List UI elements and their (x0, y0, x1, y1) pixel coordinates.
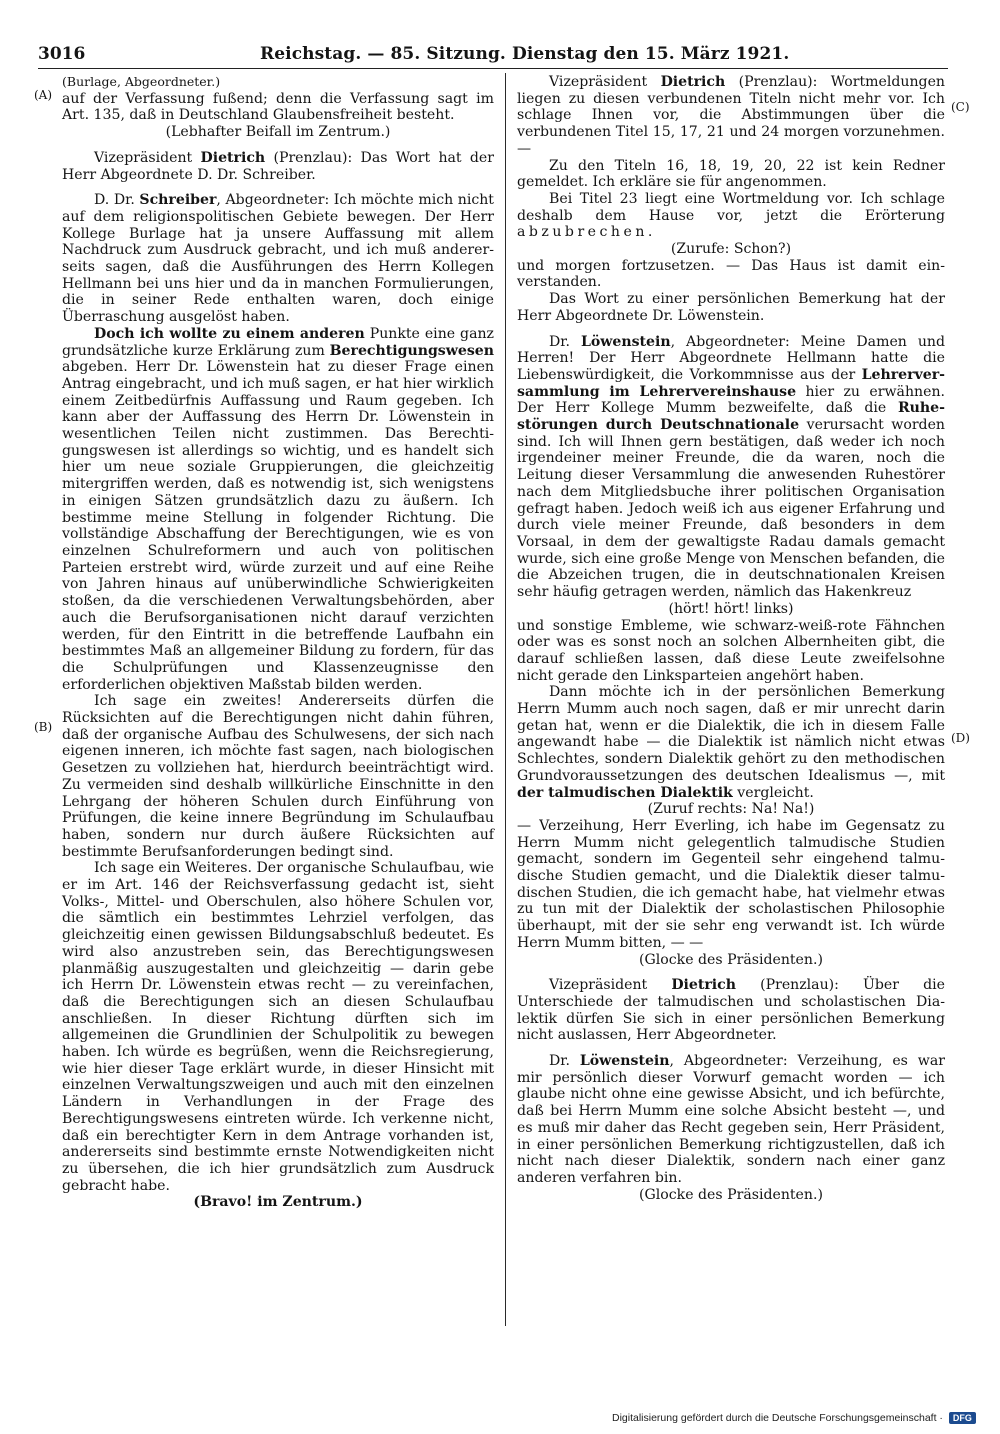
left-column (62, 74, 494, 1211)
stage-direction: (hört! hört! links) (668, 600, 794, 617)
dfg-logo-icon: DFG (949, 1412, 976, 1424)
emphasis-text: Doch ich wollte zu einem anderen (94, 325, 365, 342)
paragraph-text: vergleicht. (732, 784, 814, 801)
speaker-role: Vizepräsident (549, 977, 672, 994)
paragraph: Ich sage ein zweites! Andererseits dürfen die Rücksichten auf die Berechtigungen nicht dahin führen, daß der organische Aufbau des Schulwesens, der sich nach eigenen inneren, ich möchte fast sagen, nach biologischen Gesetzen zu vollziehen hat, hierdurch beeinträchtigt wird. Zu vermeiden sind deshalb willkürliche Einschnitte in den Lehrgang der höheren Schulen durch Einführung von Prüfungen, die keine innere Begründung im Schulaufbau haben, sondern nur durch äußere Rücksichten auf bestimmte Berufsanforderungen bedingt sind. (62, 693, 494, 860)
paragraph-text: , Abgeordneter: Verzeihung, es war mir persönlich dieser Vorwurf gemacht worden — ich glaube nicht ohne eine gewisse Absicht, und ich befürchte, daß bei Herrn Mumm eine solche Absicht besteht —, und es muß mir daher das Recht gegeben sein, Herr Präsident, in einer persönlichen Bemerkung richtigzustellen, daß ich nicht nach dieser Dialektik, sondern nach einer ganz anderen verfahren bin. (517, 1053, 946, 1186)
paragraph-text: Punkte eine ganz grundsätzliche kurze Erklärung zum (62, 325, 494, 359)
speaker-role: Vizepräsident (549, 74, 661, 90)
paragraph-text: (Prenzlau): Das Wort hat der Herr Abgeordnete D. Dr. Schreiber. (62, 149, 494, 183)
digitization-footer (612, 1412, 976, 1424)
stage-direction: (Lebhafter Beifall im Zentrum.) (165, 124, 391, 141)
paragraph-text: hier zu erwähnen. Der Herr Kollege Mumm bezweifelte, daß die (517, 383, 946, 417)
paragraph (517, 1053, 945, 1187)
paragraph-text: (Prenzlau): Wortmeldungen liegen zu diesen verbundenen Titeln nicht mehr vor. Ich schlage Ihnen vor, die Abstimmungen über die verbundenen Titel 15, 17, 21 und 24 morgen vorzunehmen. — (517, 74, 945, 157)
speaker-title: D. Dr. (94, 192, 140, 209)
stage-direction: (Glocke des Präsidenten.) (639, 951, 823, 968)
paragraph: auf der Verfassung fußend; denn die Verfassung sagt im Art. 135, daß in Deutschland Glaubensfreiheit besteht. (62, 90, 494, 124)
spaced-emphasis: abzubrechen (517, 224, 648, 241)
footer-text: Digitalisierung gefördert durch die Deutsche Forschungsgemeinschaft · (612, 1412, 943, 1424)
page-number: 3016 (38, 44, 86, 64)
emphasis-text: Ruhestörungen durch Deutschnationale (517, 400, 945, 434)
paragraph (517, 684, 945, 801)
speaker-name: Dietrich (660, 74, 726, 90)
paragraph: Ich sage ein Weiteres. Der organische Schulaufbau, wie er im Art. 146 der Reichsverfassung gedacht ist, sieht Volks-, Mittel- und Oberschulen, also höhere Schulen vor, die sämtlich ein bestimmtes Lehrziel verfolgen, das gleichzeitig einen gewissen Bildungsabschluß bedeutet. Es wird also anzustreben sein, das Berechtigungswesen planmäßig auszugestalten und gleichzeitig — darin gebe ich Herrn Dr. Löwenstein etwas recht — zu vereinfachen, daß die Berechtigungen sich an diesen Schulaufbau anschließen. In dieser Richtung dürften sich im allgemeinen die Grundlinien der Schulpolitik zu bewegen haben. Ich würde es begrüßen, wenn die Reichsregierung, wie hier dieser Tage erklärt wurde, in dieser Hinsicht mit einzelnen Verwaltungszweigen und auch mit den einzelnen Ländern in Verhandlungen in der Frage des Berechtigungswesens eintreten würde. Ich verkenne nicht, daß ein berechtigter Kern in dem Antrage vorhanden ist, andererseits sind bestimmte ernste Notwendigkeiten nicht zu übersehen, die ich hier grundsätzlich zum Ausdruck gebracht habe. (62, 860, 494, 1194)
paragraph: Das Wort zu einer persönlichen Bemerkung hat der Herr Abgeordnete Dr. Löwenstein. (517, 291, 945, 324)
margin-mark-a: (A) (34, 88, 53, 102)
paragraph-text: Dann möchte ich in der persönlichen Bemerkung Herrn Mumm auch noch sagen, daß er mir unrecht darin getan hat, wenn er die Dialektik, die ich in diesem Falle angewandt habe — die Dialektik ist nämlich nicht etwas Schlechtes, sondern Dialektik gehört zu den methodischen Grundvoraussetzungen des deutschen Idealismus —, mit (517, 684, 945, 784)
speaker-name: Löwenstein (579, 1053, 670, 1070)
speaker-label-text: (Burlage, Abgeordneter.) (62, 74, 221, 89)
speaker-name: Dietrich (671, 977, 736, 994)
speaker-continuation-label (62, 74, 494, 91)
column-divider (505, 73, 506, 1326)
emphasis-text: der talmudischen Dialektik (517, 784, 733, 801)
emphasis-text: Lehrerversammlung im Lehrervereinshause (517, 366, 945, 400)
speaker-name: Löwenstein (580, 333, 671, 350)
page-header (38, 44, 948, 69)
paragraph (62, 150, 494, 183)
running-title: Reichstag. — 85. Sitzung. Dienstag den 15. März 1921. (260, 44, 790, 64)
speaker-title: Dr. (549, 1053, 580, 1070)
paragraph (517, 74, 945, 158)
speaker-name: Dietrich (200, 149, 266, 166)
paragraph: Zu den Titeln 16, 18, 19, 20, 22 ist kein Redner gemeldet. Ich erkläre sie für angenommen. (517, 157, 945, 191)
stage-direction: (Glocke des Präsidenten.) (639, 1186, 823, 1203)
paragraph-text: (Prenzlau): Über die Unterschiede der talmudischen und scholastischen Dialektik dürfen Sie sich in einer persönlichen Bemerkung nicht auslassen, Herr Abgeordneter. (517, 977, 945, 1044)
emphasis-text: Berechtigungswesen (329, 342, 494, 359)
paragraph-text: , Abgeordneter: Meine Damen und Herren! Der Herr Abgeordnete Hellmann hatte die Liebenswürdigkeit, die Vorkommnisse aus der (517, 333, 945, 383)
paragraph (62, 192, 494, 326)
margin-mark-c: (C) (951, 100, 970, 114)
stage-direction: (Bravo! im Zentrum.) (193, 1194, 363, 1211)
paragraph-text: abgeben. Herr Dr. Löwenstein hat zu dieser Frage einen Antrag eingebracht, und ich muß sagen, er hat hier wirklich einem Zeitbedürfnis Auffassung und Raum gegeben. Ich kann aber der Auffassung des Herrn Dr. Löwenstein in wesentlichen Teilen nicht zustimmen. Das Berechtigungswesen ist allerdings so wichtig, und es handelt sich hier um neue soziale Gruppierungen, die gleichzeitig mitergriffen werden, daß es notwendig ist, sich wenigstens in einigen Sätzen grundsätzlich dazu zu äußern. Ich bestimme meine Stellung in folgender Richtung. Die vollständige Abschaffung der Berechtigungen, wie es von einzelnen Schulreformern und auch von politischen Parteien erstrebt wird, würde zurzeit und auf eine Reihe von Jahren hinaus auf unüberwindliche Schwierigkeiten stoßen, da die verschiedenen Verwaltungsbehörden, aber auch die Berufsorganisationen nicht darauf verzichten werden, für den Eintritt in die betreffende Laufbahn ein bestimmtes Maß an allgemeiner Bildung zu fordern, für das die Schulprüfungen und Klassenzeugnisse den erforderlichen objektiven Maßstab bilden werden. (62, 359, 494, 693)
speaker-role: Vizepräsident (94, 149, 201, 166)
stage-direction: (Zurufe: Schon?) (670, 241, 792, 258)
paragraph-text: verursacht worden sind. Ich will Ihnen gern bestätigen, daß weder ich noch irgendeiner meiner Freunde, die da waren, noch die Leitung dieser Versammlung die anwesenden Ruhestörer nach dem Mitgliedsbuche ihrer politischen Organisation gefragt haben. Jedoch weiß ich aus eigener Erfahrung und durch viele meiner Freunde, daß besonders in dem Vorsaal, in dem der gewaltigste Radau damals gemacht wurde, sich eine große Menge von Menschen befanden, die die Abzeichen trugen, die in deutschnationalen Kreisen sehr häufig getragen werden, nämlich das Hakenkreuz (517, 417, 945, 601)
paragraph (517, 191, 945, 241)
stage-direction: (Zuruf rechts: Na! Na!) (647, 801, 815, 818)
paragraph (517, 334, 945, 601)
paragraph (62, 326, 494, 693)
paragraph: und sonstige Embleme, wie schwarz-weiß-rote Fähnchen oder was es sonst noch an solchen Albernheiten gibt, die darauf schließen lassen, daß diese Leute zweifelsohne nicht gerade den Linksparteien angehört haben. (517, 617, 945, 684)
margin-mark-b: (B) (34, 720, 53, 734)
speaker-name: Schreiber (139, 192, 217, 209)
paragraph-text: Bei Titel 23 liegt eine Wortmeldung vor. Ich schlage deshalb dem Hause vor, jetzt die Erörterung (517, 190, 945, 224)
paragraph (517, 977, 945, 1044)
speaker-title: Dr. (549, 333, 581, 350)
paragraph: — Verzeihung, Herr Everling, ich habe im Gegensatz zu Herrn Mumm nicht gelegentlich talmudische Studien gemacht, sondern im Gegenteil sehr eingehend talmudische Studien gemacht, und die Dialektik dieser talmudischen Studien, die ich gemacht habe, hat vielmehr etwas zu tun mit der Dialektik der scholastischen Philosophie überhaupt, mit der sie sehr eng verwandt ist. Ich würde Herrn Mumm bitten, — — (517, 817, 945, 951)
paragraph: und morgen fortzusetzen. — Das Haus ist damit einverstanden. (517, 257, 945, 291)
margin-mark-d: (D) (951, 731, 970, 745)
paragraph-text: . (647, 224, 653, 241)
paragraph-text: , Abgeordneter: Ich möchte mich nicht auf dem religionspolitischen Gebiete bewegen. Der Herr Kollege Burlage hat ja unsere Auffassung mit allem Nachdruck zum Ausdruck gebracht, und ich muß andererseits sagen, daß die Ausführungen des Herrn Kollegen Hellmann bei uns hier und da in manchen Formulierungen, die in seiner Rede enthalten waren, doch einige Überraschung ausgelöst haben. (62, 192, 494, 326)
right-column (517, 74, 945, 1203)
